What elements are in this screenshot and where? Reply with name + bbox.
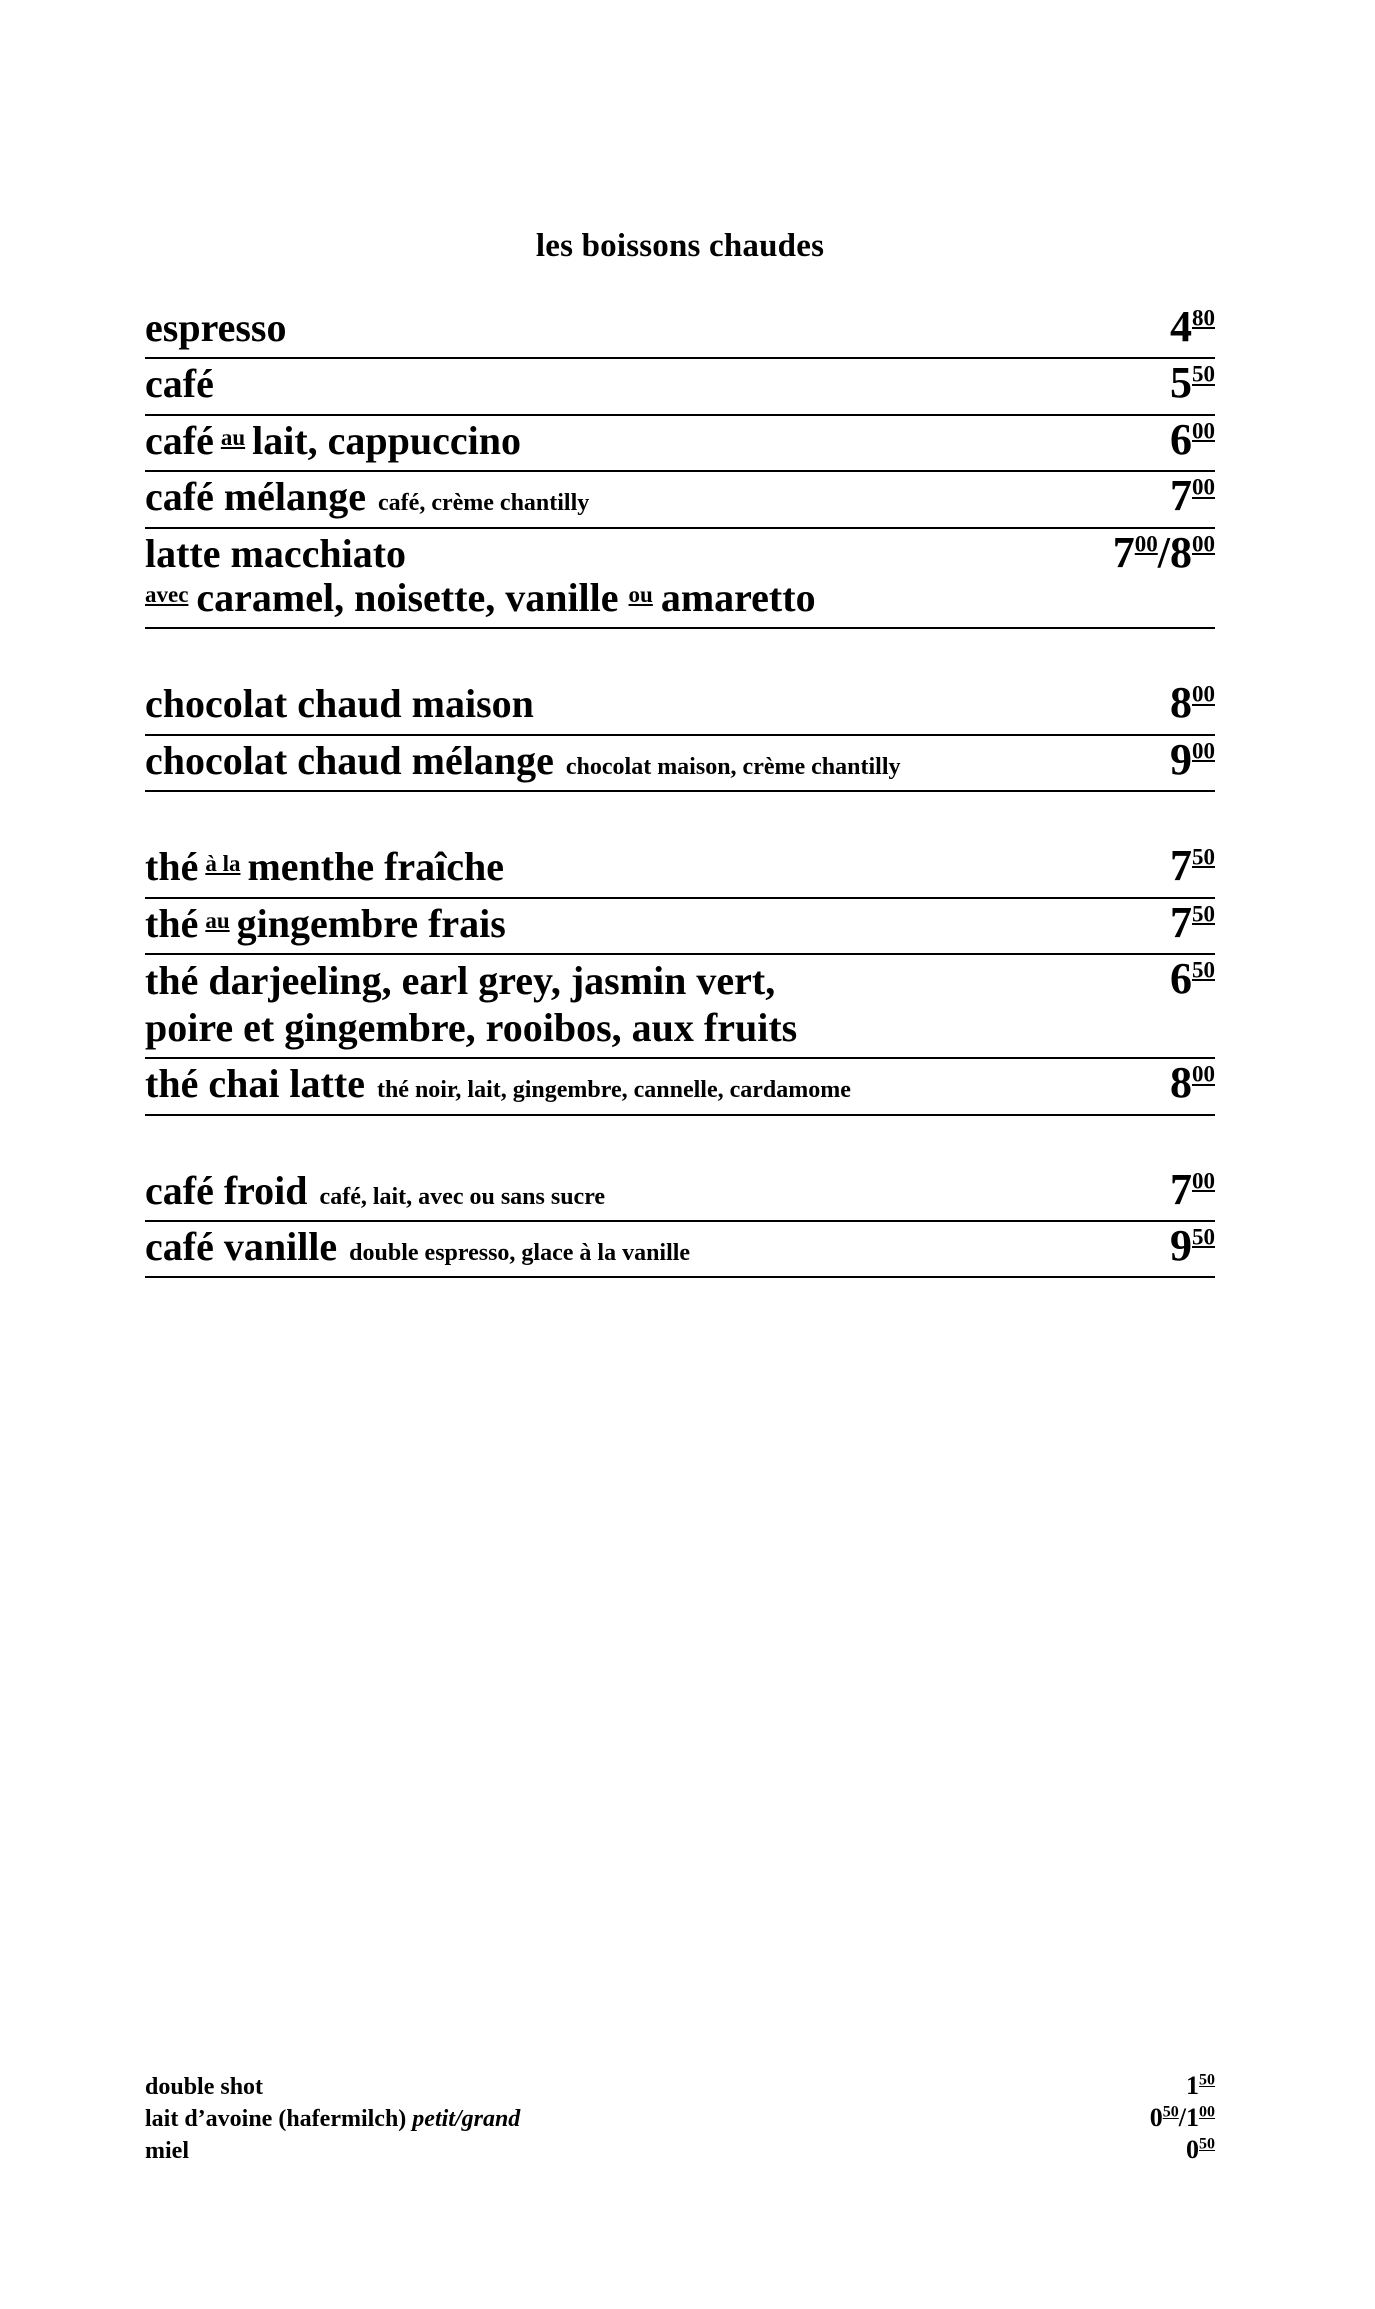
variants-connector: ou: [628, 581, 653, 607]
item-price: [1148, 734, 1215, 784]
variants-prefix: avec: [145, 581, 189, 607]
page-title: les boissons chaudes: [535, 228, 825, 264]
price-main: 9: [1170, 1221, 1192, 1271]
price-main: 9: [1170, 734, 1192, 784]
item-name: café: [145, 361, 214, 407]
extra-row: [145, 2102, 1215, 2134]
extra-name: double shot: [145, 2074, 264, 2100]
item-name-line-2: poire et gingembre, rooibos, aux fruits: [145, 1005, 798, 1051]
price-main: 8: [1170, 1058, 1192, 1108]
price-cents: 50: [1192, 900, 1215, 926]
item-name-connector: au: [205, 907, 230, 933]
price-main-alt: 8: [1170, 527, 1192, 577]
price-cents: 00: [1192, 681, 1215, 707]
item-description: café, crème chantilly: [378, 490, 590, 517]
menu-item: [145, 679, 1215, 735]
price-main: 7: [1170, 841, 1192, 891]
extra-price: [1186, 2071, 1215, 2101]
price-main-alt: 1: [1186, 2103, 1199, 2132]
item-price: [1148, 841, 1215, 891]
item-name: thé chai latte: [145, 1061, 365, 1107]
item-price: [1148, 414, 1215, 464]
price-main: 5: [1170, 358, 1192, 408]
menu-item: [145, 842, 1215, 898]
menu-section-chocolate: [145, 679, 1215, 792]
menu-item: [145, 736, 1215, 792]
menu-sheet: [145, 0, 1215, 1278]
item-price: [1148, 358, 1215, 408]
item-name-continued: gingembre frais: [236, 900, 506, 946]
price-cents: 00: [1192, 738, 1215, 764]
item-price: [1148, 1058, 1215, 1108]
item-price: [1148, 471, 1215, 521]
extra-row: [145, 2070, 1215, 2102]
extra-price: $0^{50}/1^{00}$: [1149, 2103, 1215, 2132]
item-name-continued: lait, cappuccino: [252, 417, 522, 463]
menu-item: [145, 899, 1215, 955]
item-name: thé: [145, 844, 199, 890]
item-name-connector: à la: [205, 851, 241, 877]
menu-item: [145, 955, 1215, 1059]
item-name: café vanille: [145, 1224, 338, 1270]
extra-name-text: lait d’avoine (hafermilch): [145, 2106, 407, 2132]
price-cents: 80: [1192, 305, 1215, 331]
price-main: 6: [1170, 953, 1192, 1003]
price-main: 7: [1170, 1164, 1192, 1214]
menu-item: [145, 1166, 1215, 1222]
item-name-block: [145, 957, 797, 1051]
price-main: 7: [1170, 471, 1192, 521]
price-cents: 50: [1192, 1224, 1215, 1250]
menu-item: [145, 416, 1215, 472]
price-cents-alt: 00: [1199, 2103, 1215, 2121]
price-cents: 50: [1192, 361, 1215, 387]
item-price: [1148, 953, 1215, 1003]
price-cents: 00: [1192, 1061, 1215, 1087]
item-price: $7^{00}/8^{00}$: [1112, 527, 1215, 577]
item-description: café, lait, avec ou sans sucre: [319, 1183, 606, 1210]
variants-list: caramel, noisette, vanille: [196, 574, 619, 620]
item-description: thé noir, lait, gingembre, cannelle, cardamome: [376, 1077, 851, 1104]
variants-list-continued: amaretto: [660, 574, 816, 620]
item-description: chocolat maison, crème chantilly: [565, 753, 901, 780]
menu-item: [145, 1059, 1215, 1115]
item-name: chocolat chaud maison: [145, 681, 534, 727]
extra-name-variant: petit/grand: [412, 2106, 521, 2132]
price-main: 4: [1170, 302, 1192, 351]
extra-name: miel: [145, 2138, 189, 2164]
item-price: [1148, 678, 1215, 728]
price-cents: 00: [1134, 530, 1158, 556]
menu-extras: [145, 2070, 1215, 2166]
menu-section-coffee: [145, 303, 1215, 629]
price-main: 6: [1170, 414, 1192, 464]
menu-item: [145, 472, 1215, 528]
item-name-line-1: thé darjeeling, earl grey, jasmin vert,: [145, 957, 776, 1003]
item-name: café froid: [145, 1167, 308, 1213]
price-cents: 50: [1199, 2135, 1215, 2153]
item-name: latte macchiato: [145, 530, 407, 576]
item-price: [1148, 897, 1215, 947]
price-main: 0: [1186, 2135, 1199, 2164]
item-name: chocolat chaud mélange: [145, 737, 554, 783]
extra-name: [145, 2106, 520, 2133]
price-cents: 00: [1192, 418, 1215, 444]
price-main: 1: [1186, 2071, 1199, 2100]
price-main: 7: [1170, 897, 1192, 947]
extra-price: [1186, 2135, 1215, 2165]
item-name-continued: menthe fraîche: [247, 844, 505, 890]
menu-item: [145, 359, 1215, 415]
price-cents: 50: [1162, 2103, 1179, 2121]
price-cents: 50: [1192, 957, 1215, 983]
item-description: double espresso, glace à la vanille: [349, 1240, 691, 1267]
item-name: thé: [145, 900, 199, 946]
item-price: [1148, 302, 1215, 351]
item-name-connector: au: [220, 424, 246, 450]
item-name: espresso: [145, 305, 287, 350]
price-cents: 00: [1192, 1168, 1215, 1194]
item-name: café: [145, 417, 214, 463]
item-variants: [145, 575, 1215, 621]
price-cents: 00: [1192, 474, 1215, 500]
menu-item: [145, 529, 1215, 630]
price-main: 0: [1149, 2103, 1163, 2132]
price-cents: 50: [1192, 844, 1215, 870]
item-price: [1148, 1221, 1215, 1271]
price-cents-alt: 00: [1192, 530, 1215, 556]
menu-section-cold-coffee: [145, 1166, 1215, 1279]
menu-item: [145, 303, 1215, 359]
price-main: 7: [1112, 527, 1135, 577]
item-name: café mélange: [145, 474, 367, 520]
price-main: 8: [1170, 678, 1192, 728]
item-price: [1148, 1164, 1215, 1214]
price-cents: 50: [1199, 2071, 1215, 2089]
menu-section-tea: [145, 842, 1215, 1116]
extra-row: [145, 2134, 1215, 2166]
menu-item: [145, 1222, 1215, 1278]
